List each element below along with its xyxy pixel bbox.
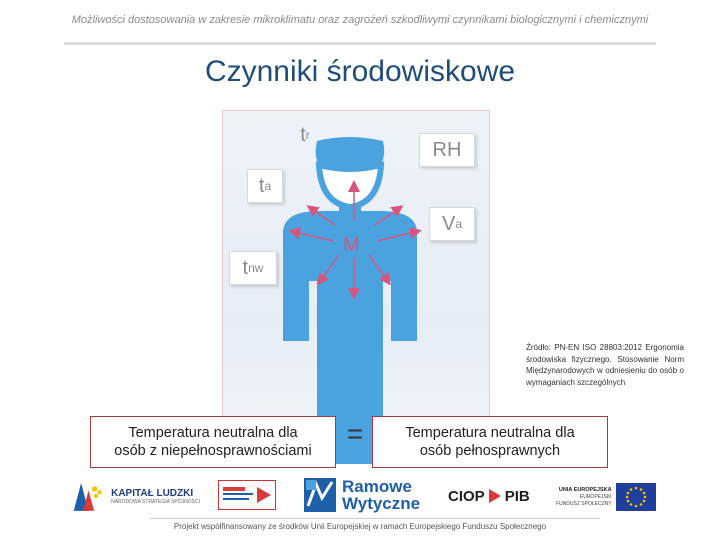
logo-kapital-ludzki — [70, 476, 200, 516]
ramowe-wytyczne-icon — [302, 476, 338, 514]
param-tnw-label: t — [242, 256, 249, 279]
param-ta-box — [247, 169, 283, 203]
ciop-separator-icon — [487, 487, 503, 505]
kapital-ludzki-icon — [70, 476, 107, 516]
slide-title: Czynniki środowiskowe — [204, 55, 516, 88]
metabolism-label: M — [343, 234, 360, 256]
param-ta-label: t — [258, 174, 265, 197]
eu-line2: EUROPEJSKI — [579, 493, 612, 500]
eu-line1: UNIA EUROPEJSKA — [558, 486, 612, 493]
logo-ciop-pib — [448, 484, 540, 508]
partner-flag-icon — [219, 481, 275, 509]
logo-partner — [218, 480, 276, 510]
logo-eu — [556, 482, 656, 512]
left-box-line2: osób z niepełnosprawnościami — [114, 443, 312, 459]
eu-flag-icon — [616, 483, 656, 511]
kapital-ludzki-tagline: NARODOWA STRATEGIA SPÓJNOŚCI — [111, 498, 200, 505]
footer-divider — [150, 518, 600, 519]
param-tnw-box — [229, 251, 277, 285]
param-tnw-sub: nw — [248, 261, 264, 275]
param-va-sub: a — [455, 217, 463, 231]
logo-ramowe-wytyczne — [302, 474, 428, 516]
right-box-line2: osób pełnosprawnych — [419, 443, 561, 459]
param-tr-label: t — [300, 123, 306, 146]
param-ta-sub: a — [264, 179, 272, 193]
pib-text: PIB — [504, 487, 530, 505]
kapital-ludzki-name: KAPITAŁ LUDZKI — [111, 487, 194, 499]
param-tr-box — [289, 119, 321, 151]
left-box-line1: Temperatura neutralna dla — [128, 425, 298, 441]
equals-sign: = — [346, 418, 364, 449]
right-box-line1: Temperatura neutralna dla — [405, 425, 575, 441]
param-tr-sub: r — [305, 128, 310, 142]
footer-funding-text: Projekt współfinansowany ze środków Unii Europejskiej w ramach Europejskiego Funduszu Społecznego — [173, 522, 547, 531]
ramowe-text: Ramowe — [342, 477, 412, 496]
neutral-temp-disabled-box — [90, 416, 336, 468]
param-va-box — [429, 207, 475, 241]
param-rh-label: RH — [432, 138, 462, 161]
ciop-text: CIOP — [448, 487, 485, 505]
neutral-temp-abled-box — [372, 416, 608, 468]
param-rh-box — [419, 133, 475, 167]
header-subtitle: Możliwości dostosowania w zakresie mikroklimatu oraz zagrożeń szkodliwymi czynnikami biologicznymi i chemicznymi — [71, 14, 649, 26]
footer-logos — [0, 472, 720, 516]
eu-line3: FUNDUSZ SPOŁECZNY — [556, 500, 612, 507]
wytyczne-text: Wytyczne — [342, 494, 421, 513]
source-citation: Źródło: PN-EN ISO 28803:2012 Ergonomia środowiska fizycznego. Stosowanie Norm Międzynarodowych w odniesieniu do osób o wymaganiach szczególnych — [526, 343, 684, 387]
header-divider — [64, 42, 656, 45]
environment-figure — [222, 110, 490, 463]
param-va-label: V — [441, 212, 456, 235]
head-shape — [319, 165, 381, 207]
